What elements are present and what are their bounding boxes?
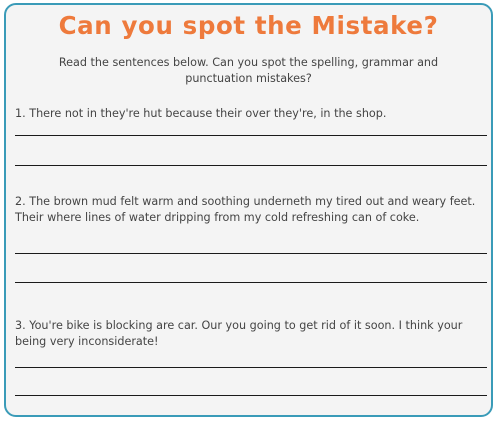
answer-line-3a[interactable]: [15, 367, 487, 368]
answer-line-1a[interactable]: [15, 135, 487, 136]
question-1-text: 1. There not in they're hut because their over they're, in the shop.: [15, 107, 387, 120]
question-2-text: 2. The brown mud felt warm and soothing underneth my tired out and weary feet. Their where lines of water dripping from my cold refreshing can of coke.: [15, 195, 476, 224]
instructions-text: Read the sentences below. Can you spot the spelling, grammar and punctuation mistakes?: [58, 56, 439, 85]
worksheet-card: [4, 3, 493, 417]
worksheet-title: Can you spot the Mistake?: [58, 11, 439, 40]
question-3-text: 3. You're bike is blocking are car. Our you going to get rid of it soon. I think your being very inconsiderate!: [15, 319, 463, 348]
answer-line-2a[interactable]: [15, 253, 487, 254]
answer-line-2b[interactable]: [15, 282, 487, 283]
answer-line-1b[interactable]: [15, 165, 487, 166]
answer-line-3b[interactable]: [15, 395, 487, 396]
